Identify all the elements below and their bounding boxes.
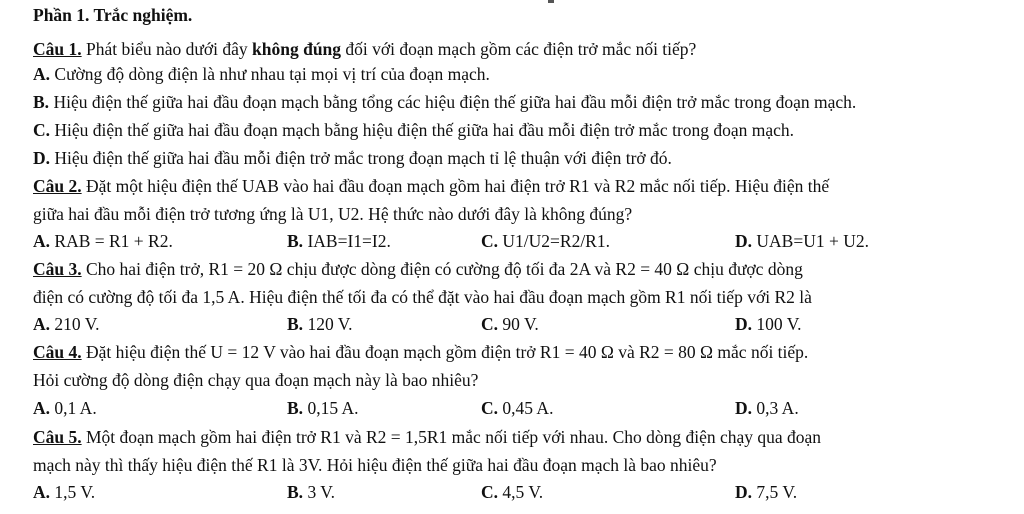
question-4-option-b xyxy=(287,397,359,419)
option-letter: C. xyxy=(481,482,499,502)
option-letter: D. xyxy=(33,148,51,168)
question-3-option-a xyxy=(33,313,99,335)
question-5-stem-line-2: mạch này thì thấy hiệu điện thế R1 là 3V. Hỏi hiệu điện thế giữa hai đầu đoạn mạch là bao nhiêu? xyxy=(33,455,717,475)
question-1-stem xyxy=(33,38,696,60)
option-letter: B. xyxy=(33,92,50,112)
option-letter: B. xyxy=(287,314,304,334)
option-text: 3 V. xyxy=(303,482,336,502)
option-text: 0,3 A. xyxy=(752,398,799,418)
question-3-stem-line-2: điện có cường độ tối đa 1,5 A. Hiệu điện thế tối đa có thể đặt vào hai đầu đoạn mạch gồm R1 nối tiếp với R2 là xyxy=(33,287,812,307)
question-5-stem-text: Một đoạn mạch gồm hai điện trở R1 và R2 = 1,5R1 mắc nối tiếp với nhau. Cho dòng điện chạy qua đoạn xyxy=(81,427,822,447)
option-text: 100 V. xyxy=(752,314,802,334)
option-letter: A. xyxy=(33,398,51,418)
option-letter: C. xyxy=(481,314,499,334)
option-text: 0,15 A. xyxy=(303,398,359,418)
option-letter: A. xyxy=(33,482,51,502)
question-4-option-a xyxy=(33,397,97,419)
option-text: RAB = R1 + R2. xyxy=(50,231,173,251)
option-text: 210 V. xyxy=(50,314,100,334)
option-text: UAB=U1 + U2. xyxy=(752,231,869,251)
option-text: 1,5 V. xyxy=(50,482,96,502)
option-letter: D. xyxy=(735,398,753,418)
option-letter: A. xyxy=(33,314,51,334)
question-5-stem-line-1 xyxy=(33,426,821,448)
question-1-option-c xyxy=(33,119,794,141)
question-2-option-c xyxy=(481,230,610,252)
option-letter: C. xyxy=(481,398,499,418)
question-3-option-c xyxy=(481,313,539,335)
option-text: Cường độ dòng điện là như nhau tại mọi vị trí của đoạn mạch. xyxy=(50,64,490,84)
question-5-option-d xyxy=(735,481,797,503)
question-3-stem-text: Cho hai điện trở, R1 = 20 Ω chịu được dòng điện có cường độ tối đa 2A và R2 = 40 Ω chịu được dòng xyxy=(81,259,803,279)
question-5-option-c xyxy=(481,481,543,503)
option-text: 0,45 A. xyxy=(498,398,554,418)
question-4-option-d xyxy=(735,397,799,419)
question-2-option-d xyxy=(735,230,869,252)
option-letter: D. xyxy=(735,231,753,251)
question-5-label: Câu 5. xyxy=(33,427,82,447)
question-4-stem-line-2: Hỏi cường độ dòng điện chạy qua đoạn mạch này là bao nhiêu? xyxy=(33,370,479,390)
section-title: Phần 1. Trắc nghiệm. xyxy=(33,5,193,25)
question-3-label: Câu 3. xyxy=(33,259,82,279)
option-text: U1/U2=R2/R1. xyxy=(498,231,610,251)
option-text: 7,5 V. xyxy=(752,482,798,502)
option-text: Hiệu điện thế giữa hai đầu đoạn mạch bằng tổng các hiệu điện thế giữa hai đầu mỗi điện trở mắc trong đoạn mạch. xyxy=(49,92,857,112)
option-text: 90 V. xyxy=(498,314,539,334)
question-3-stem-line-1 xyxy=(33,258,803,280)
option-letter: B. xyxy=(287,482,304,502)
option-letter: A. xyxy=(33,231,51,251)
option-letter: C. xyxy=(481,231,499,251)
question-1-option-d xyxy=(33,147,672,169)
cropped-next-line xyxy=(34,507,154,514)
question-1-option-b xyxy=(33,91,856,113)
question-4-stem-line-1 xyxy=(33,341,808,363)
option-text: IAB=I1=I2. xyxy=(303,231,391,251)
option-letter: B. xyxy=(287,231,304,251)
question-4-stem-text: Đặt hiệu điện thế U = 12 V vào hai đầu đoạn mạch gồm điện trở R1 = 40 Ω và R2 = 80 Ω mắc nối tiếp. xyxy=(81,342,809,362)
question-2-label: Câu 2. xyxy=(33,176,82,196)
option-text: 0,1 A. xyxy=(50,398,97,418)
question-2-stem-line-1 xyxy=(33,175,829,197)
option-text: 120 V. xyxy=(303,314,353,334)
question-3-option-b xyxy=(287,313,353,335)
question-4-label: Câu 4. xyxy=(33,342,82,362)
question-1-stem-part-b: đối với đoạn mạch gồm các điện trở mắc nối tiếp? xyxy=(341,39,697,59)
option-letter: A. xyxy=(33,64,51,84)
question-5-option-b xyxy=(287,481,335,503)
question-1-label: Câu 1. xyxy=(33,39,82,59)
option-letter: B. xyxy=(287,398,304,418)
scan-mark xyxy=(548,0,554,3)
option-text: Hiệu điện thế giữa hai đầu đoạn mạch bằng hiệu điện thế giữa hai đầu mỗi điện trở mắc trong đoạn mạch. xyxy=(50,120,795,140)
question-2-option-a xyxy=(33,230,173,252)
option-text: 4,5 V. xyxy=(498,482,544,502)
question-5-option-a xyxy=(33,481,95,503)
question-1-option-a xyxy=(33,63,490,85)
question-2-stem-text: Đặt một hiệu điện thế UAB vào hai đầu đoạn mạch gồm hai điện trở R1 và R2 mắc nối tiếp. Hiệu điện thế xyxy=(81,176,830,196)
question-1-stem-part-a: Phát biểu nào dưới đây xyxy=(81,39,253,59)
option-letter: C. xyxy=(33,120,51,140)
option-text: Hiệu điện thế giữa hai đầu mỗi điện trở mắc trong đoạn mạch tỉ lệ thuận với điện trở đó. xyxy=(50,148,672,168)
question-2-option-b xyxy=(287,230,391,252)
question-2-stem-line-2: giữa hai đầu mỗi điện trở tương ứng là U1, U2. Hệ thức nào dưới đây là không đúng? xyxy=(33,204,633,224)
question-4-option-c xyxy=(481,397,553,419)
option-letter: D. xyxy=(735,482,753,502)
question-1-stem-emphasis: không đúng xyxy=(252,39,342,59)
option-letter: D. xyxy=(735,314,753,334)
question-3-option-d xyxy=(735,313,801,335)
